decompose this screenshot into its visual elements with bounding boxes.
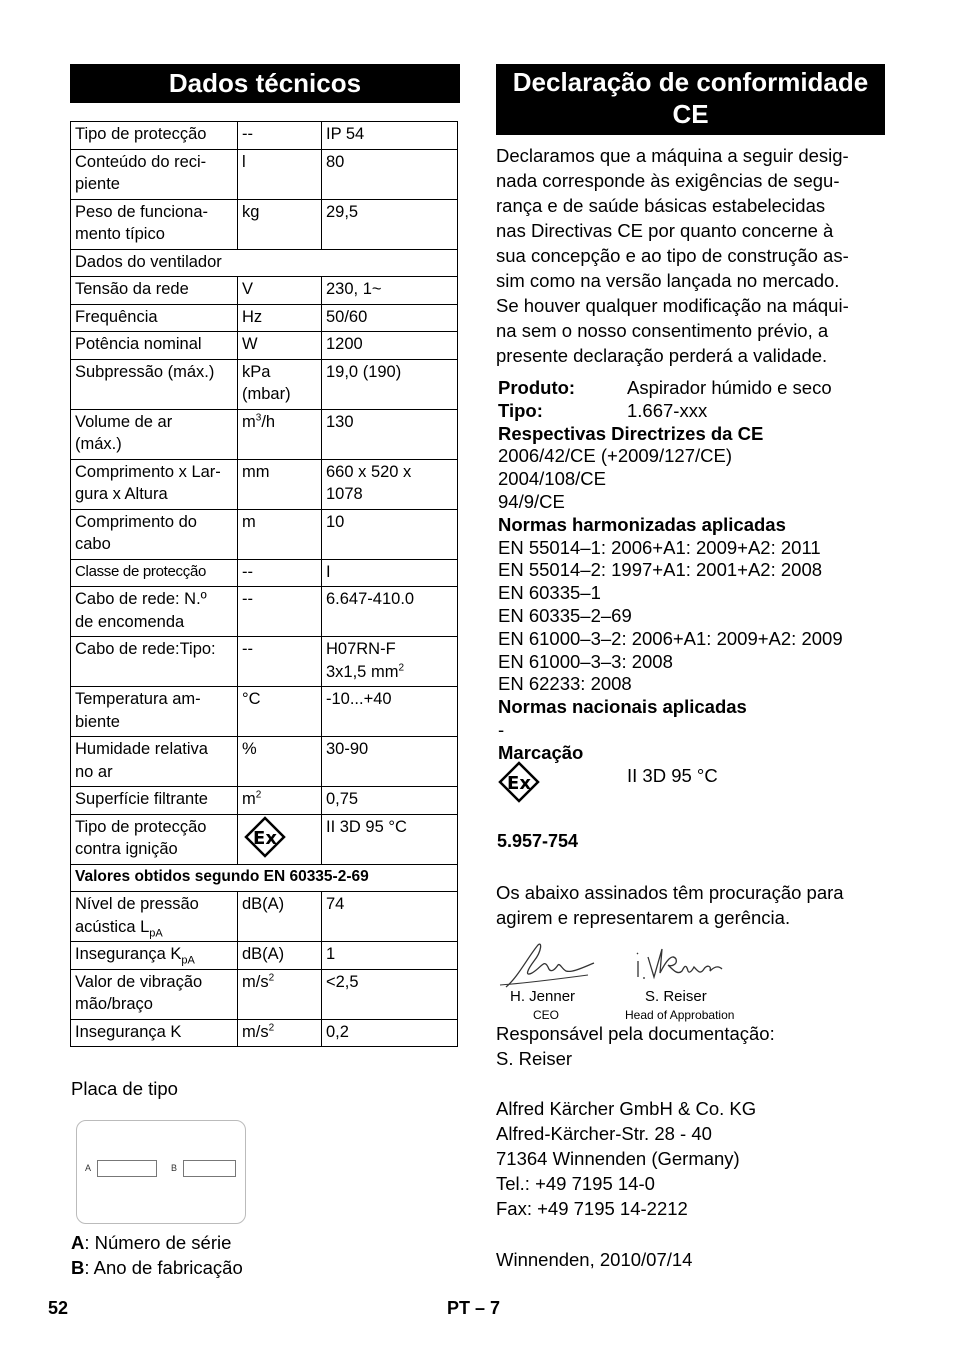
spec-unit-text: -- [242,125,253,143]
spec-value-text: H07RN-F 3x1,5 mm [326,640,399,681]
table-row [71,559,458,587]
spec-unit [238,787,322,815]
signers-statement [496,880,844,930]
spec-value-text: 10 [326,512,345,531]
spec-label [71,459,238,509]
spec-unit-text: m/s [242,972,269,991]
declaration-intro [496,143,849,368]
norm-item: EN 55014–1: 2006+A1: 2009+A2: 2011 [498,536,821,558]
spec-value [322,304,458,332]
table-row [71,277,458,305]
spec-label-text: Conteúdo do reci- piente [75,152,207,193]
address-line: Tel.: +49 7195 14-0 [496,1173,655,1194]
spec-unit-superscript: 2 [268,1022,275,1033]
doc-resp-line: Responsável pela documentação: [496,1023,775,1044]
spec-value [322,787,458,815]
spec-unit [238,277,322,305]
spec-value [322,277,458,305]
spec-unit [238,509,322,559]
spec-unit [238,1019,322,1047]
plate-label-a: A [85,1163,92,1173]
spec-label-text: Comprimento x Lar- gura x Altura [75,462,221,503]
ex-icon [244,816,286,858]
spec-label-text: Tensão da rede [75,280,189,298]
plate-field-a [97,1160,157,1177]
address-line: Alfred Kärcher GmbH & Co. KG [496,1098,757,1119]
spec-label [71,359,238,409]
spec-label-text: Peso de funciona- mento típico [75,202,209,243]
intro-line: nada corresponde às exigências de segu- [496,170,840,191]
spec-label [71,892,238,942]
spec-unit [238,199,322,249]
spec-unit [238,122,322,150]
spec-unit-text: m/s [242,1022,269,1041]
spec-unit [238,409,322,459]
signer1-title: CEO [533,1008,560,1022]
spec-unit [238,892,322,942]
address-line: Alfred-Kärcher-Str. 28 - 40 [496,1123,712,1144]
spec-unit-text: % [242,740,257,758]
table-row [71,737,458,787]
signer1-name: H. Jenner [510,988,576,1005]
directives-heading: Respectivas Directrizes da CE [498,422,764,444]
spec-unit-text: °C [242,690,261,708]
table-row [71,864,458,892]
spec-value [322,149,458,199]
intro-line: na sem o nosso consentimento prévio, a [496,320,829,341]
spec-label-subscript: pA [149,926,163,939]
spec-label [71,559,238,587]
spec-value [322,122,458,150]
spec-label [71,942,238,970]
place-date: Winnenden, 2010/07/14 [496,1249,693,1270]
spec-unit-superscript: 2 [268,972,275,983]
spec-unit [238,587,322,637]
spec-unit-text: Hz [242,307,263,326]
spec-value [322,559,458,587]
intro-line: sua concepção e ao tipo de construção as- [496,245,849,266]
norm-item: EN 61000–3–3: 2008 [498,650,673,672]
table-section-header: Valores obtidos segundo EN 60335-2-69 [71,864,458,892]
spec-label [71,199,238,249]
spec-label-text: Tipo de protecção [75,125,207,143]
spec-label-text: Insegurança K [75,945,182,963]
spec-label-text: Insegurança K [75,1022,182,1041]
intro-line: Declaramos que a máquina a seguir desig- [496,145,849,166]
type-value: 1.667-xxx [627,399,708,421]
table-row [71,787,458,815]
legend-a-key: A [71,1232,85,1253]
signer2-name: S. Reiser [645,988,707,1005]
spec-unit-text: m [242,412,256,431]
intro-line: rança e de saúde básicas estabelecidas [496,195,826,216]
spec-value [322,814,458,864]
spec-value-text: II 3D 95 °C [326,817,407,836]
spec-label [71,587,238,637]
spec-unit-text: mm [242,462,270,481]
spec-value-text: 1 [326,945,336,963]
spec-value [322,409,458,459]
spec-value-text: -10...+40 [326,690,392,708]
table-row [71,459,458,509]
spec-label-text: Subpressão (máx.) [75,362,215,381]
spec-value-text: 6.647-410.0 [326,590,415,608]
table-row [71,359,458,409]
spec-label-text: Comprimento do cabo [75,512,197,553]
page-number: 52 [48,1298,69,1318]
table-row [71,409,458,459]
signature-reiser [632,943,732,985]
spec-value [322,892,458,942]
spec-value-text: 230, 1~ [326,280,382,298]
spec-unit [238,942,322,970]
spec-label [71,1019,238,1047]
marking-heading: Marcação [498,741,584,763]
spec-label [71,304,238,332]
spec-unit-text: dB(A) [242,945,285,963]
plate-field-b [183,1160,236,1177]
plate-label-b: B [171,1163,178,1173]
technical-data-table [70,121,458,1047]
spec-value-text: 80 [326,152,345,171]
marking-row [498,765,888,805]
table-row [71,509,458,559]
product-label: Produto: [498,377,576,398]
documentation-responsible [496,1021,775,1071]
spec-value [322,509,458,559]
spec-value-text: 74 [326,895,345,913]
spec-unit-superscript: 3 [255,412,262,423]
spec-label [71,149,238,199]
signature-jenner [498,937,608,992]
spec-label-text: Cabo de rede:Tipo: [75,640,216,658]
legend-b [71,1255,243,1280]
spec-value-text: <2,5 [326,972,359,991]
table-row [71,122,458,150]
intro-line: presente declaração perderá a validade. [496,345,828,366]
spec-value-text: 19,0 (190) [326,362,402,381]
spec-value [322,687,458,737]
spec-unit-text: V [242,280,254,298]
national-norms-value: - [498,718,505,740]
type-plate-illustration [76,1120,246,1224]
spec-label [71,332,238,360]
spec-label-subscript: pA [181,954,195,967]
spec-value [322,637,458,687]
company-address [496,1096,756,1221]
spec-value-superscript: 2 [398,662,404,673]
norm-item: EN 62233: 2008 [498,673,632,695]
spec-unit [238,559,322,587]
spec-label [71,737,238,787]
spec-unit [238,814,322,864]
product-value: Aspirador húmido e seco [627,377,832,398]
spec-unit-text: kPa (mbar) [242,362,291,403]
norm-item: EN 60335–1 [498,582,601,604]
spec-value [322,737,458,787]
spec-label-text: Superfície filtrante [75,790,208,808]
legend-b-key: B [71,1257,85,1278]
spec-label-text: Tipo de protecção contra ignição [75,817,207,858]
spec-value-text: 130 [326,412,354,431]
spec-label [71,277,238,305]
spec-label [71,969,238,1019]
spec-unit [238,969,322,1019]
spec-label-text: Temperatura am- biente [75,690,201,731]
spec-unit [238,149,322,199]
declaration-details [498,377,888,805]
table-row [71,1019,458,1047]
spec-label-text: Frequência [75,307,158,326]
spec-value [322,1019,458,1047]
section-title-ce-declaration [496,64,885,135]
table-row [71,304,458,332]
svg-text:Ex: Ex [253,827,277,849]
spec-value-text: 30-90 [326,740,369,758]
document-number: 5.957-754 [497,831,579,851]
spec-value-text: 0,75 [326,790,359,808]
spec-value [322,199,458,249]
norm-item: EN 60335–2–69 [498,604,632,626]
table-row [71,814,458,864]
spec-unit-text: W [242,335,258,353]
type-plate-heading: Placa de tipo [71,1078,178,1099]
address-line: 71364 Winnenden (Germany) [496,1148,740,1169]
spec-unit [238,737,322,787]
table-row [71,637,458,687]
ce-title-line2: CE [672,99,709,129]
legend-a [71,1230,231,1255]
spec-label-text: Potência nominal [75,335,202,353]
spec-unit [238,304,322,332]
ex-icon [498,761,540,803]
table-row [71,687,458,737]
spec-value-text: 50/60 [326,307,368,326]
type-label: Tipo: [498,399,543,421]
signers-line: agirem e representarem a gerência. [496,907,791,928]
spec-unit [238,359,322,409]
spec-unit-text: l [242,152,246,171]
spec-value-text: 1200 [326,335,363,353]
signatures [498,935,758,1025]
spec-label-text: Humidade relativa no ar [75,740,208,781]
product-row [498,377,888,400]
spec-value [322,459,458,509]
spec-label-text: Valor de vibração mão/braço [75,972,203,1013]
section-title-technical-data: Dados técnicos [70,64,460,103]
table-row [71,969,458,1019]
table-row [71,332,458,360]
national-norms-heading: Normas nacionais aplicadas [498,696,747,718]
spec-label-text: Classe de protecção [75,562,207,580]
spec-value [322,332,458,360]
spec-label-text: Volume de ar (máx.) [75,412,173,453]
norm-item: EN 55014–2: 1997+A1: 2001+A2: 2008 [498,559,823,581]
directive-item: 2006/42/CE (+2009/127/CE) [498,445,732,467]
table-row [71,249,458,277]
spec-unit [238,687,322,737]
spec-value-text: I [326,562,331,581]
norm-item: EN 61000–3–2: 2006+A1: 2009+A2: 2009 [498,627,843,649]
spec-unit-text: m [242,790,256,808]
spec-unit-text: m [242,512,256,531]
spec-value [322,359,458,409]
spec-value-text: 29,5 [326,202,359,221]
table-row [71,149,458,199]
norms-heading: Normas harmonizadas aplicadas [498,513,786,535]
spec-value [322,942,458,970]
spec-unit-text: -- [242,562,253,581]
spec-unit [238,637,322,687]
type-row [498,400,888,423]
spec-value [322,969,458,1019]
spec-label [71,637,238,687]
spec-label [71,814,238,864]
directive-item: 94/9/CE [498,490,565,512]
spec-label [71,509,238,559]
page-section: PT – 7 [447,1298,501,1318]
address-line: Fax: +49 7195 14-2212 [496,1198,688,1219]
spec-value-text: 0,2 [326,1022,349,1041]
table-group-row: Dados do ventilador [71,249,458,277]
spec-unit-suffix: /h [261,412,276,431]
spec-unit-text: -- [242,640,253,658]
legend-b-text: : Ano de fabricação [84,1257,243,1278]
legend-a-text: : Número de série [84,1232,232,1253]
intro-line: nas Directivas CE por quanto concerne à [496,220,834,241]
signers-line: Os abaixo assinados têm procuração para [496,882,844,903]
ce-title-line1: Declaração de conformidade [512,67,869,97]
spec-label-text: Nível de pressão acústica L [75,895,199,936]
spec-label [71,122,238,150]
spec-value [322,587,458,637]
table-row [71,587,458,637]
directive-item: 2004/108/CE [498,468,607,490]
spec-value-text: IP 54 [326,125,365,143]
spec-label-text: Cabo de rede: N.º de encomenda [75,590,207,631]
spec-unit-text: dB(A) [242,895,285,913]
spec-label [71,687,238,737]
table-row [71,199,458,249]
table-row [71,942,458,970]
intro-line: sim como na versão lançada no mercado. [496,270,840,291]
signer2-title: Head of Approbation [625,1008,735,1022]
spec-value-text: 660 x 520 x 1078 [326,462,412,503]
spec-unit-text: -- [242,590,253,608]
table-row [71,892,458,942]
spec-unit [238,459,322,509]
marking-value: II 3D 95 °C [627,764,718,786]
spec-label [71,787,238,815]
doc-resp-line: S. Reiser [496,1048,573,1069]
spec-unit [238,332,322,360]
intro-line: Se houver qualquer modificação na máqui- [496,295,849,316]
spec-unit-superscript: 2 [255,789,262,801]
svg-text:Ex: Ex [507,772,531,794]
spec-unit-text: kg [242,202,260,221]
spec-label [71,409,238,459]
